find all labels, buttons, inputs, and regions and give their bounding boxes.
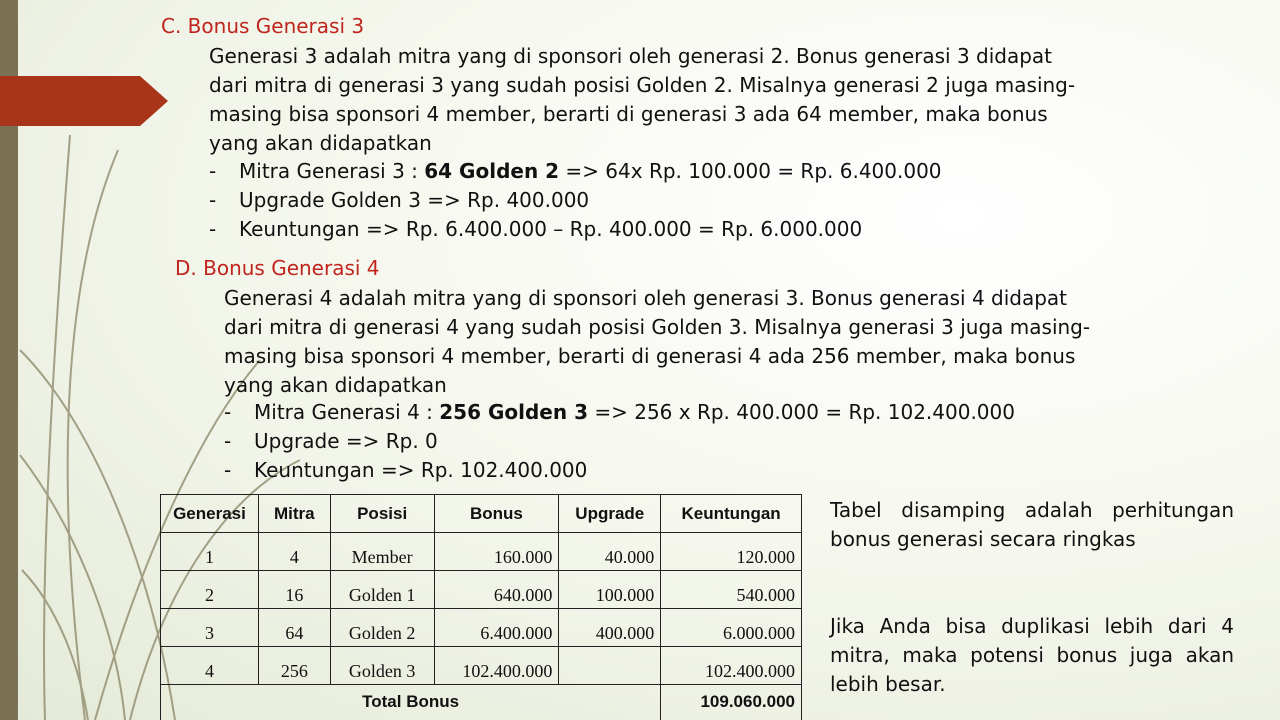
cell-mitra: 16 (258, 571, 330, 609)
section-c-paragraph (209, 42, 1219, 158)
col-header-bonus: Bonus (434, 495, 559, 533)
cell-keuntungan: 102.400.000 (661, 647, 802, 685)
total-value: 109.060.000 (661, 685, 802, 720)
side-note-potential: Jika Anda bisa duplikasi lebih dari 4 mitra, maka potensi bonus juga akan lebih besar. (830, 614, 1234, 696)
col-header-keuntungan: Keuntungan (661, 495, 802, 533)
bullet-dash: - (224, 429, 232, 453)
para-line: Generasi 3 adalah mitra yang di sponsori oleh generasi 2. Bonus generasi 3 didapat (209, 44, 1053, 68)
col-header-posisi: Posisi (330, 495, 434, 533)
section-d-bullet-2: - Upgrade => Rp. 0 (224, 427, 438, 456)
cell-upgrade: 40.000 (559, 533, 661, 571)
section-c-bullet-1: - Mitra Generasi 3 : 64 Golden 2 => 64x Rp. 100.000 = Rp. 6.400.000 (209, 157, 942, 186)
cell-bonus: 6.400.000 (434, 609, 559, 647)
para-line: dari mitra di generasi 3 yang sudah posisi Golden 2. Misalnya generasi 2 juga masing- (209, 73, 1076, 97)
cell-upgrade: 400.000 (559, 609, 661, 647)
section-c-bullet-2: - Upgrade Golden 3 => Rp. 400.000 (209, 186, 589, 215)
section-d-heading: D. Bonus Generasi 4 (175, 256, 380, 280)
cell-posisi: Golden 3 (330, 647, 434, 685)
cell-mitra: 64 (258, 609, 330, 647)
table-row (161, 533, 802, 571)
bonus-summary-table (160, 494, 802, 720)
cell-bonus: 160.000 (434, 533, 559, 571)
section-c-heading: C. Bonus Generasi 3 (161, 14, 365, 38)
side-note-summary: Tabel disamping adalah perhitungan bonus generasi secara ringkas (830, 498, 1234, 551)
cell-keuntungan: 120.000 (661, 533, 802, 571)
cell-keuntungan: 540.000 (661, 571, 802, 609)
col-header-mitra: Mitra (258, 495, 330, 533)
section-c-bullet-3: - Keuntungan => Rp. 6.400.000 – Rp. 400.000 = Rp. 6.000.000 (209, 215, 862, 244)
red-arrow-shape (0, 76, 168, 126)
para-line: yang akan didapatkan (224, 373, 447, 397)
table-row (161, 647, 802, 685)
cell-bonus: 102.400.000 (434, 647, 559, 685)
total-label: Total Bonus (161, 685, 661, 720)
table-row (161, 609, 802, 647)
section-d-bullet-3: - Keuntungan => Rp. 102.400.000 (224, 456, 587, 485)
table-total-row (161, 685, 802, 720)
cell-posisi: Golden 2 (330, 609, 434, 647)
cell-posisi: Member (330, 533, 434, 571)
para-line: masing bisa sponsori 4 member, berarti di generasi 4 ada 256 member, maka bonus (224, 344, 1076, 368)
col-header-upgrade: Upgrade (559, 495, 661, 533)
section-d-bullet-1: - Mitra Generasi 4 : 256 Golden 3 => 256 x Rp. 400.000 = Rp. 102.400.000 (224, 398, 1015, 427)
cell-bonus: 640.000 (434, 571, 559, 609)
bullet-dash: - (224, 400, 232, 424)
bullet-dash: - (224, 458, 232, 482)
bullet-dash: - (209, 217, 217, 241)
cell-upgrade (559, 647, 661, 685)
cell-posisi: Golden 1 (330, 571, 434, 609)
para-line: masing bisa sponsori 4 member, berarti di generasi 3 ada 64 member, maka bonus (209, 102, 1048, 126)
table-header-row (161, 495, 802, 533)
bullet-dash: - (209, 188, 217, 212)
cell-generasi: 2 (161, 571, 259, 609)
para-line: Generasi 4 adalah mitra yang di sponsori oleh generasi 3. Bonus generasi 4 didapat (224, 286, 1068, 310)
cell-keuntungan: 6.000.000 (661, 609, 802, 647)
col-header-generasi: Generasi (161, 495, 259, 533)
section-d-paragraph (224, 284, 1234, 400)
cell-mitra: 4 (258, 533, 330, 571)
cell-upgrade: 100.000 (559, 571, 661, 609)
para-line: dari mitra di generasi 4 yang sudah posisi Golden 3. Misalnya generasi 3 juga masing- (224, 315, 1091, 339)
cell-generasi: 4 (161, 647, 259, 685)
bullet-dash: - (209, 159, 217, 183)
cell-mitra: 256 (258, 647, 330, 685)
table-row (161, 571, 802, 609)
cell-generasi: 1 (161, 533, 259, 571)
cell-generasi: 3 (161, 609, 259, 647)
para-line: yang akan didapatkan (209, 131, 432, 155)
